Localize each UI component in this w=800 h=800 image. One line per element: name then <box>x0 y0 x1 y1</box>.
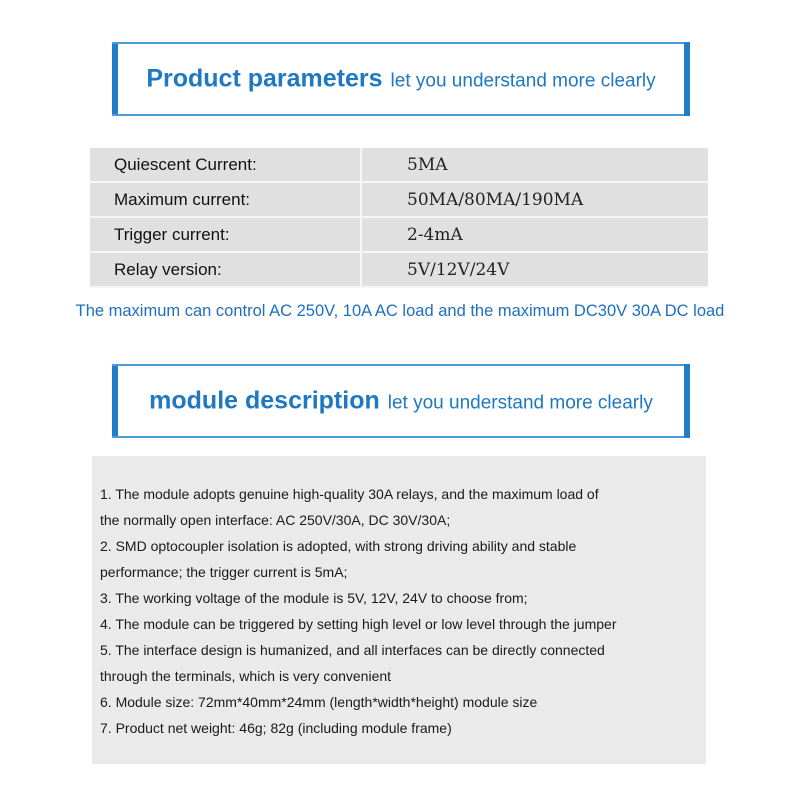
description-line: 4. The module can be triggered by setting high level or low level through the jumper <box>100 616 617 632</box>
param-row-trigger <box>90 218 708 253</box>
param-row-quiescent <box>90 148 708 183</box>
description-line: 1. The module adopts genuine high-quality 30A relays, and the maximum load of <box>100 486 599 502</box>
banner-subtitle: let you understand more clearly <box>387 392 653 414</box>
param-row-maximum <box>90 183 708 218</box>
banner-subtitle: let you understand more clearly <box>390 70 656 92</box>
param-label: Relay version: <box>114 259 222 279</box>
param-value: 2-4mA <box>407 224 463 245</box>
param-value: 50MA/80MA/190MA <box>407 189 584 210</box>
description-line: 5. The interface design is humanized, and all interfaces can be directly connected <box>100 642 605 658</box>
load-capacity-note: The maximum can control AC 250V, 10A AC load and the maximum DC30V 30A DC load <box>75 302 725 320</box>
param-label: Quiescent Current: <box>114 154 257 174</box>
banner-bottom-line <box>112 114 690 116</box>
param-label: Trigger current: <box>114 224 230 244</box>
banner-bottom-line <box>112 436 690 438</box>
param-value: 5V/12V/24V <box>407 259 510 280</box>
description-line: 7. Product net weight: 46g; 82g (including module frame) <box>100 720 452 736</box>
banner-top-line <box>112 42 690 44</box>
description-line: the normally open interface: AC 250V/30A, DC 30V/30A; <box>100 512 451 528</box>
module-description-banner <box>112 364 690 438</box>
parameters-table <box>90 148 708 288</box>
product-parameters-banner <box>112 42 690 116</box>
banner-top-line <box>112 364 690 366</box>
description-line: 3. The working voltage of the module is 5V, 12V, 24V to choose from; <box>100 590 528 606</box>
description-line: 6. Module size: 72mm*40mm*24mm (length*width*height) module size <box>100 694 538 710</box>
description-line: performance; the trigger current is 5mA; <box>100 564 348 580</box>
module-description-panel <box>92 456 706 764</box>
param-value: 5MA <box>407 154 448 175</box>
description-line: through the terminals, which is very convenient <box>100 668 392 684</box>
description-line: 2. SMD optocoupler isolation is adopted, with strong driving ability and stable <box>100 538 577 554</box>
banner-title: module description <box>149 386 380 415</box>
param-row-relay <box>90 253 708 288</box>
param-label: Maximum current: <box>114 189 251 209</box>
banner-title: Product parameters <box>146 64 383 93</box>
